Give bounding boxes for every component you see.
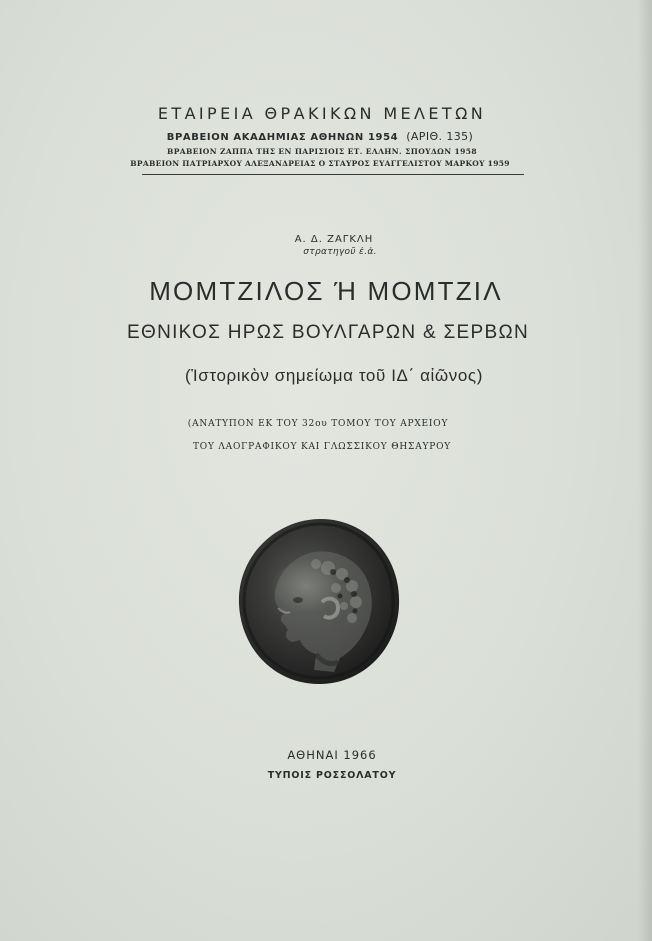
printer-name: ΤΥΠΟΙΣ ΡΟΣΣΟΛΑΤΟΥ: [267, 770, 397, 781]
reprint-note-line1: (ΑΝΑΤΥΠΟΝ ΕΚ ΤΟΥ 32ου ΤΟΜΟΥ ΤΟΥ ΑΡΧΕΙΟΥ: [187, 419, 449, 429]
award-patriarch: ΒΡΑΒΕΙΟΝ ΠΑΤΡΙΑΡΧΟΥ ΑΛΕΞΑΝΔΡΕΙΑΣ Ο ΣΤΑΥΡΟΣ ΕΥΑΓΓΕΛΙΣΤΟΥ ΜΑΡΚΟΥ 1959: [130, 159, 510, 168]
award-zappa: ΒΡΑΒΕΙΟΝ ΖΑΠΠΑ ΤΗΣ ΕΝ ΠΑΡΙΣΙΟΙΣ ΕΤ. ΕΛΛΗΝ. ΣΠΟΥΔΩΝ 1958: [167, 147, 477, 156]
author-name: Α. Δ. ΖΑΓΚΛΗ: [294, 234, 374, 245]
coin-portrait-image: [236, 516, 402, 686]
publication-place-year: ΑΘΗΝΑΙ 1966: [287, 748, 377, 762]
book-title: ΜΟΜΤΖΙΛΟΣ Ή ΜΟΜΤΖΙΛ: [149, 276, 503, 306]
reprint-note-line2: ΤΟΥ ΛΑΟΓΡΑΦΙΚΟΥ ΚΑΙ ΓΛΩΣΣΙΚΟΥ ΘΗΣΑΥΡΟΥ: [192, 442, 452, 452]
award-academy-text: ΒΡΑΒΕΙΟΝ ΑΚΑΔΗΜΙΑΣ ΑΘΗΝΩΝ 1954: [166, 132, 399, 143]
author-rank: στρατηγοῦ ἐ.ἀ.: [303, 247, 377, 257]
society-name: ΕΤΑΙΡΕΙΑ ΘΡΑΚΙΚΩΝ ΜΕΛΕΤΩΝ: [157, 104, 487, 123]
award-academy: [0, 130, 646, 143]
series-number: (ΑΡΙΘ. 135): [406, 130, 474, 143]
book-subtitle-note: (Ἱστορικὸν σημείωμα τοῦ ΙΔ΄ αἰῶνος): [185, 366, 483, 385]
header-divider: [142, 174, 524, 175]
book-subtitle: ΕΘΝΙΚΟΣ ΗΡΩΣ ΒΟΥΛΓΑΡΩΝ & ΣΕΡΒΩΝ: [127, 322, 529, 343]
